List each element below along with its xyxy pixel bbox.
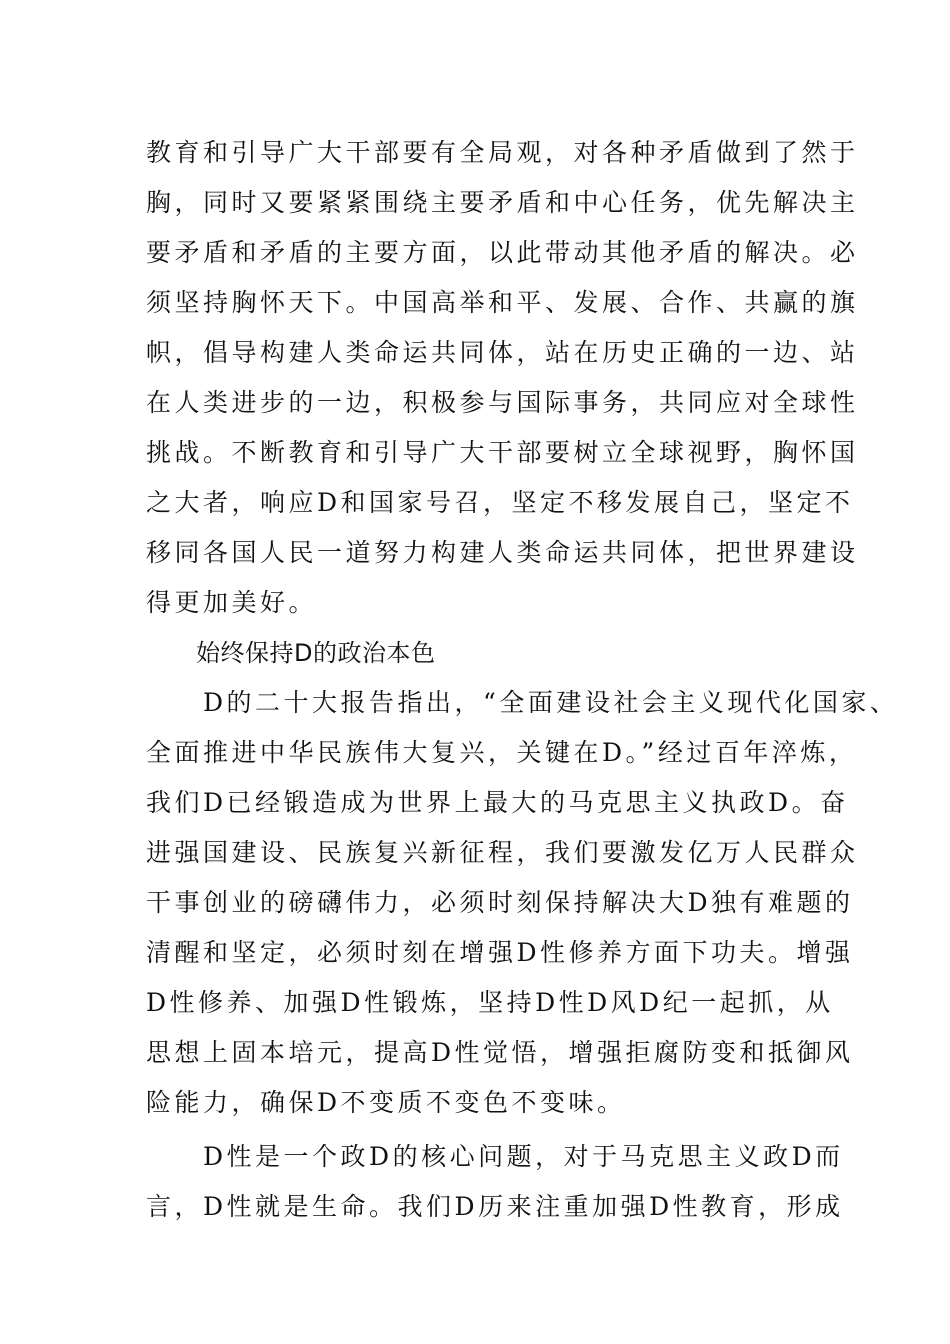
section-heading: 始终保持D的政治本色 [196, 639, 436, 667]
text-line: 干事创业的磅礴伟力，必须时刻保持解决大D独有难题的 [146, 888, 854, 917]
paragraph-2 [146, 678, 899, 1128]
text-line: 险能力，确保D不变质不变色不变味。 [146, 1088, 626, 1117]
paragraph-1 [146, 128, 859, 628]
text-line: 在人类进步的一边，积极参与国际事务，共同应对全球性 [146, 388, 859, 417]
text-line: 移同各国人民一道努力构建人类命运共同体，把世界建设 [146, 538, 859, 567]
text-line: 得更加美好。 [146, 588, 318, 617]
text-line: 我们D已经锻造成为世界上最大的马克思主义执政D。奋 [146, 788, 849, 817]
text-line: 思想上固本培元，提高D性觉悟，增强拒腐防变和抵御风 [146, 1038, 854, 1067]
text-line: 进强国建设、民族复兴新征程，我们要激发亿万人民群众 [146, 838, 859, 867]
text-line: 言，D性就是生命。我们D历来注重加强D性教育，形成 [146, 1192, 844, 1221]
text-line: 之大者，响应D和国家号召，坚定不移发展自己，坚定不 [146, 488, 854, 517]
text-line: 清醒和坚定，必须时刻在增强D性修养方面下功夫。增强 [146, 938, 854, 967]
text-line: D性修养、加强D性锻炼，坚持D性D风D纪一起抓，从 [146, 988, 834, 1017]
text-line: 教育和引导广大干部要有全局观，对各种矛盾做到了然于 [146, 138, 859, 167]
text-line: 帜，倡导构建人类命运共同体，站在历史正确的一边、站 [146, 338, 859, 367]
text-line: 须坚持胸怀天下。中国高举和平、发展、合作、共赢的旗 [146, 288, 859, 317]
text-line: 挑战。不断教育和引导广大干部要树立全球视野，胸怀国 [146, 438, 859, 467]
text-line: 全面推进中华民族伟大复兴，关键在D。”经过百年淬炼， [146, 738, 858, 767]
paragraph-3 [146, 1132, 844, 1232]
text-line: 胸，同时又要紧紧围绕主要矛盾和中心任务，优先解决主 [146, 188, 859, 217]
document-body [146, 128, 899, 1232]
text-line: D的二十大报告指出，“全面建设社会主义现代化国家、 [146, 688, 899, 717]
text-line: D性是一个政D的核心问题，对于马克思主义政D而 [146, 1142, 844, 1171]
text-line: 要矛盾和矛盾的主要方面，以此带动其他矛盾的解决。必 [146, 238, 859, 267]
